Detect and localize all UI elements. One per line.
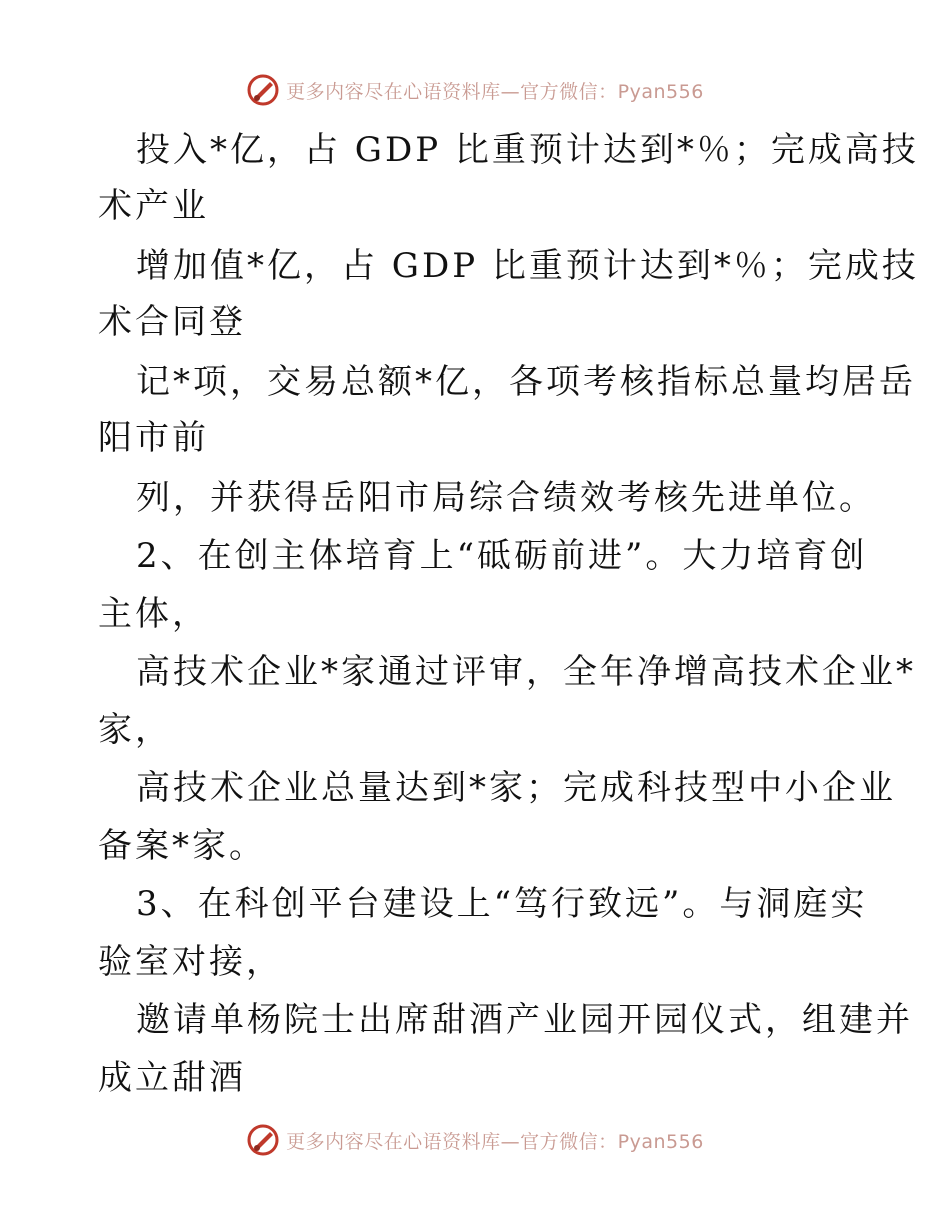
text-line: 高技术企业*家通过评审，全年净增高技术企业* <box>136 652 916 692</box>
text-line: 阳市前 <box>98 418 209 458</box>
pen-logo-icon <box>246 73 280 107</box>
text-line: 3、在科创平台建设上“笃行致远”。与洞庭实 <box>136 884 868 924</box>
text-line: 备案*家。 <box>98 826 266 866</box>
text-line: 邀请单杨院士出席甜酒产业园开园仪式，组建并 <box>136 1000 913 1040</box>
footer-watermark <box>0 1120 950 1160</box>
text-line: 主体， <box>98 594 209 634</box>
text-line: 验室对接， <box>98 942 283 982</box>
text-line: 家， <box>98 710 172 750</box>
text-line: 术合同登 <box>98 302 246 342</box>
text-line: 记*项，交易总额*亿，各项考核指标总量均居岳 <box>136 362 916 402</box>
text-line: 列，并获得岳阳市局综合绩效考核先进单位。 <box>136 478 876 518</box>
header-watermark <box>0 70 950 110</box>
pen-logo-icon <box>246 1123 280 1157</box>
text-line: 成立甜酒 <box>98 1058 246 1098</box>
watermark-text: 更多内容尽在心语资料库—官方微信：Pyan556 <box>286 1130 704 1153</box>
watermark-text: 更多内容尽在心语资料库—官方微信：Pyan556 <box>286 80 704 103</box>
text-line: 高技术企业总量达到*家；完成科技型中小企业 <box>136 768 896 808</box>
text-line: 增加值*亿，占 GDP 比重预计达到*％；完成技 <box>136 246 919 286</box>
text-line: 术产业 <box>98 186 209 226</box>
text-line: 投入*亿，占 GDP 比重预计达到*％；完成高技 <box>136 130 919 170</box>
text-line: 2、在创主体培育上“砥砺前进”。大力培育创 <box>136 536 868 576</box>
